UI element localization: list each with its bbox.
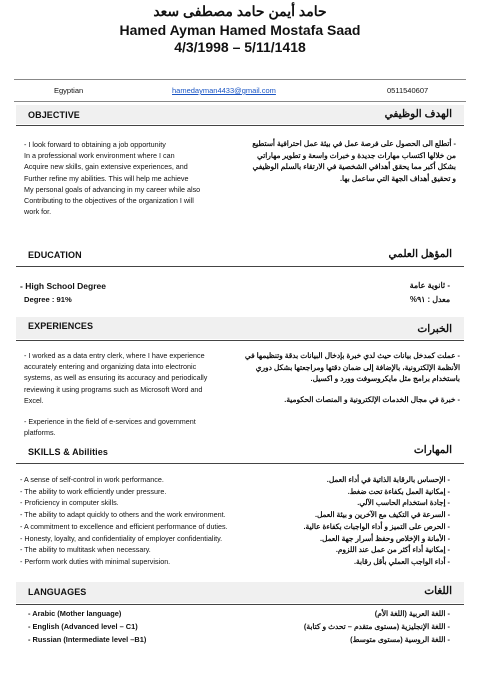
grade-en: Degree : 91% <box>24 295 72 304</box>
experience-line-ar: باستخدام برامج مثل مايكروسوفت وورد و اكسيل. <box>310 374 460 383</box>
experiences-underline <box>16 340 464 341</box>
grade-ar: معدل : ٩١% <box>410 295 450 304</box>
education-underline <box>16 266 464 267</box>
experience-line: - Experience in the field of e-services and government <box>24 417 196 427</box>
email-link[interactable]: hamedayman4433@gmail.com <box>172 86 276 95</box>
objective-line-ar: و تحقيق أهداف الجهة التي ساعمل بها. <box>339 173 456 183</box>
objective-line: My personal goals of advancing in my career while also <box>24 184 201 194</box>
skills-list-en <box>20 474 260 568</box>
skill-item-ar: - إجادة استخدام الحاسب الآلي. <box>357 498 450 508</box>
experiences-title-en: EXPERIENCES <box>28 321 94 331</box>
experience-line: accurately entering and organizing data into electronic <box>24 362 197 372</box>
skill-item-ar: - الأمانة و الإخلاص وحفظ أسرار جهة العمل. <box>320 533 450 543</box>
objective-title-en: OBJECTIVE <box>28 110 80 120</box>
skill-item: - Honesty, loyalty, and confidentiality of employer confidentiality. <box>20 533 260 545</box>
objective-line: work for. <box>24 207 52 217</box>
skills-title-en: SKILLS & Abilities <box>28 447 108 457</box>
language-item-ar: - اللغة العربية (اللغة الأم) <box>374 609 450 618</box>
degree-en: - High School Degree <box>20 281 106 291</box>
education-title-ar: المؤهل العلمي <box>388 248 452 260</box>
languages-title-en: LANGUAGES <box>28 587 87 597</box>
education-title-en: EDUCATION <box>28 250 82 260</box>
name-arabic: حامد أيمن حامد مصطفى سعد <box>153 3 327 19</box>
objective-title-ar: الهدف الوظيفي <box>384 108 452 120</box>
experiences-title-ar: الخبرات <box>417 323 452 335</box>
experience-line: - I worked as a data entry clerk, where I have experience <box>24 351 205 360</box>
objective-underline <box>16 125 464 126</box>
experiences-text-ar <box>230 350 460 405</box>
experience-line-ar: - خبرة في مجال الخدمات الإلكترونية و المنصات الحكومية. <box>284 394 460 404</box>
objective-line-ar: من خلالها اكتساب مهارات جديدة و خبرات واسعة و تطوير مهاراتي <box>257 150 456 160</box>
skills-underline <box>16 463 464 464</box>
objective-line: Contributing to the objectives of the organization I will <box>24 196 194 206</box>
skill-item: - The ability to multitask when necessary. <box>20 544 260 556</box>
experience-line: reviewing it using programs such as Microsoft Word and <box>24 384 203 394</box>
experience-line: Excel. <box>24 395 44 405</box>
languages-list-ar <box>260 607 450 646</box>
skill-item-ar: - إمكانية أداء أكثر من عمل عند اللزوم. <box>335 545 450 555</box>
skill-item-ar: - إمكانية العمل بكفاءة تحت ضغط. <box>347 486 450 496</box>
experience-line-ar: - عملت كمدخل بيانات حيث لدي خبرة بإدخال البيانات بدقة وتنظيمها في <box>244 351 460 360</box>
phone-number: 0511540607 <box>387 86 429 95</box>
skill-item: - The ability to adapt quickly to others and the work environment. <box>20 509 260 521</box>
language-item: - English (Advanced level – C1) <box>28 622 138 631</box>
language-item: - Russian (Intermediate level –B1) <box>28 635 147 644</box>
languages-list-en <box>28 607 146 646</box>
skills-list-ar <box>265 474 450 568</box>
objective-line: In a professional work environment where I can <box>24 151 175 161</box>
experience-line-ar: الأنظمة الإلكترونية، بالإضافة إلى ضمان دقتها ومراجعتها بشكل دوري <box>255 362 460 372</box>
skills-title-ar: المهارات <box>413 444 452 456</box>
birth-dates: 4/3/1998 – 5/11/1418 <box>174 39 306 55</box>
skill-item: - The ability to work efficiently under pressure. <box>20 486 260 498</box>
nationality: Egyptian <box>54 86 84 95</box>
header-divider-bottom <box>14 101 466 102</box>
languages-underline <box>16 604 464 605</box>
objective-text-en <box>24 139 239 217</box>
skill-item: - A commitment to excellence and efficient performance of duties. <box>20 521 260 533</box>
degree-ar: - ثانوية عامة <box>409 281 450 290</box>
objective-line: - I look forward to obtaining a job opportunity <box>24 140 166 149</box>
skill-item-ar: - الحرص على التميز و أداء الواجبات بكفاءة عالية. <box>303 521 450 531</box>
skill-item-ar: - أداء الواجب العملي بأقل رقابة. <box>354 556 450 566</box>
experiences-text-en <box>24 350 244 438</box>
skill-item-ar: - السرعة في التكيف مع الآخرين و بيئة العمل. <box>314 510 450 520</box>
header-divider-top <box>14 79 466 80</box>
objective-line: Acquire new skills, gain extensive experiences, and <box>24 162 188 172</box>
language-item-ar: - اللغة الروسية (مستوى متوسط) <box>350 635 450 644</box>
objective-text-ar <box>231 138 456 184</box>
objective-line-ar: بشكل أكبر مما يحقق أهدافي الشخصية في الارتقاء بالسلم الوظيفي <box>252 162 456 171</box>
skill-item: - Proficiency in computer skills. <box>20 497 260 509</box>
language-item-ar: - اللغة الإنجليزية (مستوى متقدم – تحدث و كتابة) <box>303 622 450 631</box>
language-item: - Arabic (Mother language) <box>28 609 122 618</box>
objective-line: Further refine my abilities. This will help me achieve <box>24 173 189 183</box>
skill-item: - Perform work duties with minimal supervision. <box>20 556 260 568</box>
experience-line: systems, as well as ensuring its accuracy and periodically <box>24 373 208 383</box>
name-english: Hamed Ayman Hamed Mostafa Saad <box>119 22 361 38</box>
skill-item-ar: - الإحساس بالرقابة الذاتية في أداء العمل. <box>326 475 450 484</box>
objective-line-ar: - أتطلع الى الحصول على فرصة عمل في بيئة عمل احترافية أستطيع <box>252 139 456 148</box>
languages-title-ar: اللغات <box>424 585 452 597</box>
skill-item: - A sense of self-control in work performance. <box>20 474 260 486</box>
experience-line: platforms. <box>24 428 56 438</box>
